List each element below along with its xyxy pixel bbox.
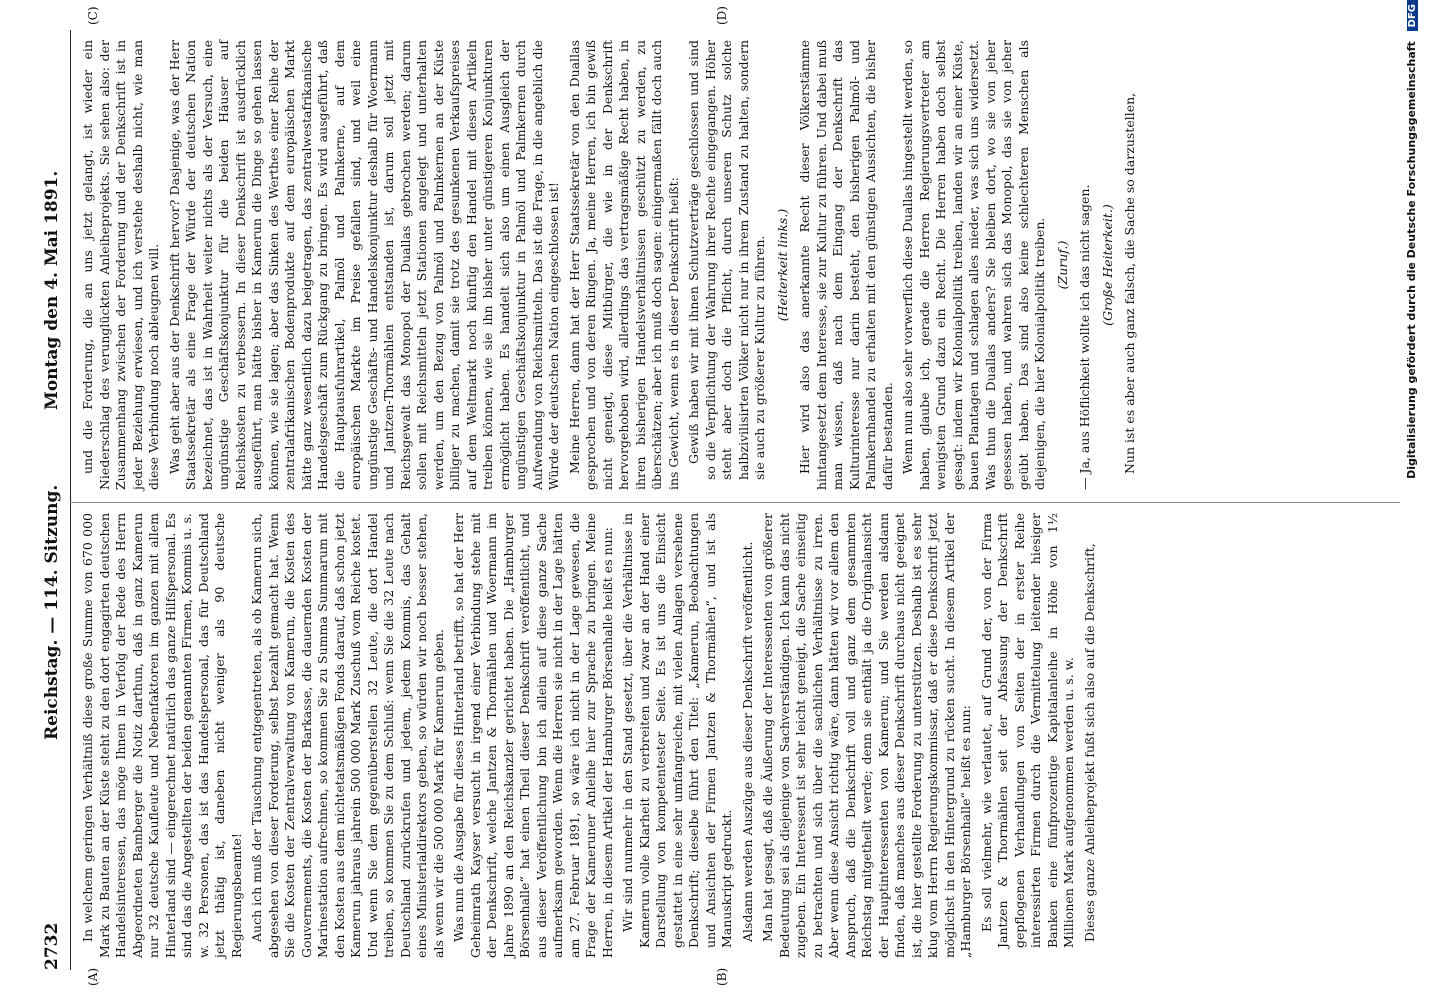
quote-paragraph: Es soll vielmehr, wie verlautet, auf Grund der, von der Firma Jantzen & Thormählen seit der Abfassung der Denkschrift gepflogenen Verhandlungen von Seiten der in erster Reihe interessirten Firmen durch die Vermittelung leitender hiesiger Banken eine fünfprozentige Kapitalanleihe in Höhe von 1½ Millionen Mark aufgenommen werden u. s. w. <box>978 513 1076 948</box>
right-column <box>80 40 1143 490</box>
header-rule <box>70 30 71 970</box>
session-header: Reichstag. — 114. Sitzung. <box>42 484 62 740</box>
margin-marker-d: (D) <box>715 6 729 25</box>
paragraph: Was nun die Ausgabe für dieses Hinterland betrifft, so hat der Herr Geheimrath Kayser versucht in irgend einer Verbindung stehe mit der Denkschrift, welche Jantzen & Thormählen und Woermann im Jahre 1890 an den Reichskanzler gerichtet haben. Die „Hamburger Börsenhalle“ hat einen Theil dieser Denkschrift veröffentlicht, und aus dieser Veröffentlichung bin ich allein auf diese ganze Sache aufmerksam geworden. Wenn die Herren sie nicht in der Lage hätten am 27. Februar 1891, so wäre ich nicht in der Lage gewesen, die Frage der Kameruner Anleihe hier zur Sprache zu bringen. Meine Herren, in diesem Artikel der Hamburger Börsenhalle heißt es nun: <box>451 513 615 958</box>
interjection: (Große Heiterkeit.) <box>1099 204 1115 326</box>
paragraph: Hier wird also das anerkannte Recht dieser Völkerstämme hintangesetzt dem Interesse, sie zur Kultur zu führen. Und dabei muß man wissen, daß nach dem Eingang der Denkschrift das Kulturinteresse nur darin besteht, den bisherigen Palmöl- und Palmkernhandel zu erhalten mit den günstigen Aussichten, die bisher dafür bestanden. <box>797 40 895 490</box>
page-number: 2732 <box>42 922 62 970</box>
paragraph: Wenn nun also sehr vorwerflich diese Duallas hingestellt werden, so haben, glaube ich, gerade die Herren Regierungsvertreter am wenigsten Grund dazu ein Recht. Die Herren haben doch selbst gesagt: indem wir Kolonialpolitik treiben, landen wir an einer Küste, bauen Plantagen und schlagen alles nieder, was sich uns widersetzt. Was thun die Duallas anders? Sie bleiben dort, wo sie von jeher gesessen haben, und wahren sich das Monopol, das sie von jeher geübt haben. Das sind also keine schlechteren Menschen als diejenigen, die hier Kolonialpolitik treiben. <box>900 40 1047 490</box>
column-divider <box>70 502 1400 503</box>
paragraph: Nun ist es aber auch ganz falsch, die Sache so darzustellen, <box>1122 92 1137 474</box>
quote-paragraph: Wir sind nunmehr in den Stand gesetzt, über die Verhältnisse in Kamerun volle Klarheit zu verbreiten und zwar an der Hand einer Darstellung von kompetentester Seite. Es ist uns die Einsicht gestattet in eine sehr umfangreiche, mit vielen Anlagen versehene Denkschrift; dieselbe führt den Titel: „Kamerun, Beobachtungen und Ansichten der Firmen Jantzen & Thormählen“, und ist als Manuskript gedruckt. <box>620 513 734 948</box>
dfg-logo: DFG <box>1407 0 1418 31</box>
paragraph: In welchem geringen Verhältniß diese große Summe von 670 000 Mark zu Bauten an der Küste steht zu den dort engagirten deutschen Handelsinteressen, das möge Ihnen in Verfolg der Rede des Herrn Abgeordneten Bamberger die Notiz darthun, daß in ganz Kamerun nur 32 deutsche Kaufleute und Nebenfaktoren im ganzen mit allem Hinterland sind — eingerechnet natürlich das ganze Hilfspersonal. Es sind das die Angestellten der beiden genannten Firmen, Kommis u. s. w. 32 Personen, das ist das Handelspersonal, das für Deutschland jetzt thätig ist, daneben nicht weniger als 90 deutsche Regierungsbeamte! <box>80 513 244 958</box>
paragraph: Dieses ganze Anleiheprojekt fußt sich also auf die Denkschrift, <box>1081 543 1097 942</box>
dash-line: — Ja, aus Höflichkeit wollte ich das nicht sagen. <box>1077 184 1092 490</box>
interjection: (Zuruf.) <box>1054 240 1070 290</box>
paragraph: Meine Herren, dann hat der Herr Staatssekretär von den Duallas gesprochen und von deren Ringen. Ja, meine Herren, ich bin gewiß nicht geneigt, diese Mitbürger, die wie in der Denkschrift hervorgehoben wird, allerdings das vertragsmäßige Recht haben, in ihren bisherigen Handelsverhältnissen geschützt zu werden, zu überschätzen; aber ich muß doch sagen: einigermaßen fällt doch auch ins Gewicht, wenn es in dieser Denkschrift heißt: <box>566 40 681 490</box>
interjection: (Heiterkeit links.) <box>774 208 790 322</box>
quote-paragraph: Gewiß haben wir mit ihnen Schutzverträge geschlossen und sind so die Verpflichtung der Wahrung ihrer Rechte eingegangen. Höher steht aber doch die Pflicht, durch unseren Schutz solche halbzivilisirten Völker nicht nur in ihrem Zustand zu halten, sondern sie auch zu größerer Kultur zu führen. <box>686 40 767 480</box>
paragraph: Man hat gesagt, daß die Äußerung der Interessenten von größerer Bedeutung sei als diejenige von Sachverständigen. Ich kann das nicht zugeben. Ein Interessent ist sehr leicht geneigt, die Sache einseitig zu betrachten und sich über die sachlichen Verhältnisse zu irren. Aber wenn diese Ansicht richtig wäre, dann hätten wir vor allem den Anspruch, daß die Denkschrift voll und ganz dem gesammten Reichstag mitgetheilt werde; denn sie enthält ja die Originalansicht der Hauptinteressenten von Kamerun; und Sie werden alsdann finden, daß manches aus dieser Denkschrift durchaus nicht geeignet ist, die hier gestellte Forderung zu unterstützen. Deshalb ist es sehr klug vom Herrn Regierungskommissar, daß er diese Denkschrift jetzt möglichst in den Hintergrund zu rücken sucht. In diesem Artikel der „Hamburger Börsenhalle“ heißt es nun: <box>760 513 973 958</box>
margin-marker-a: (A) <box>86 967 100 986</box>
digitization-note: Digitalisierung gefördert durch die Deutsche Forschungsgemeinschaft <box>1405 41 1418 479</box>
margin-marker-b: (B) <box>715 967 729 986</box>
paragraph: Auch ich muß der Täuschung entgegentreten, als ob Kamerun sich, abgesehen von dieser Forderung, selbst bezahlt gemacht hat. Wenn Sie die Kosten der Zentralverwaltung von Kamerun, die Kosten des Gouvernements, die Kosten der Barkasse, die dauernden Kosten der Marinestation aufrechnen, so kommen Sie zu Summa Summarum mit den Kosten aus dem nichtetatsmäßigen Fonds darauf, daß schon jetzt Kamerun jahraus jahrein 500 000 Mark Zuschuß vom Reiche kostet. Und wenn Sie dem gegenüberstellen 32 Leute, die dort Handel treiben, so kommen Sie zu dem Schluß: wenn Sie die 32 Leute nach Deutschland zurückrufen und jedem, jedem Kommis, das Gehalt eines Ministerialdirektors geben, so würden wir noch besser stehen, als wenn wir die 500 000 Mark für Kamerun geben. <box>249 513 446 958</box>
paragraph: und die Forderung, die an uns jetzt gelangt, ist wieder ein Niederschlag des verunglückten Anleiheprojekts. Sie sehen also: der Zusammenhang zwischen der Forderung und der Denkschrift ist in jeder Beziehung erwiesen, und ich verstehe deshalb nicht, wie man diese Verbindung noch ableugnen will. <box>80 40 161 490</box>
paragraph: Was geht aber aus der Denkschrift hervor? Dasjenige, was der Herr Staatssekretär als eine Frage der Würde der deutschen Nation bezeichnet, das ist in Wahrheit weiter nichts als der Versuch, eine ungünstige Geschäftskonjunktur für die beiden Häuser auf Reichskosten zu verbessern. In dieser Denkschrift ist ausdrücklich ausgeführt, man hätte bisher in Kamerun die Dinge so gehen lassen können, wie sie lagen; aber das Sinken des Werthes einer Reihe der zentralafrikanischen Bodenprodukte auf dem europäischen Markt hätte ganz wesentlich dazu beigetragen, das zentralwestafrikanische Handelsgeschäft zum Rückgang zu bringen. Es wird ausgeführt, daß die Hauptausfuhrartikel, Palmöl und Palmkerne, auf dem europäischen Markte im Preise gefallen sind, und weil eine ungünstige Geschäfts- und Handelskonjunktur deshalb für Woermann und Jantzen-Thormählen entstanden ist, darum soll jetzt mit Reichsgewalt das Monopol der Duallas gebrochen werden; darum sollen mit Reichsmitteln jetzt Stationen angelegt und unterhalten werden, um den Bezug von Palmöl und Palmkernen an der Küste billiger zu machen, damit sie trotz des gesunkenen Verkaufspreises auf dem Weltmarkt noch künftig den Handel mit diesen Artikeln treiben können, wie sie ihn bisher unter günstigeren Konjunkturen ermöglicht haben. Es handelt sich also um einen Ausgleich der ungünstigen Geschäftskonjunktur in Palmöl und Palmkernen durch Aufwendung von Reichsmitteln. Das ist die Frage, in die angeblich die Würde der deutschen Nation eingeschlossen ist! <box>166 40 561 490</box>
digitization-credit <box>1405 0 1425 1000</box>
page-header <box>42 30 72 970</box>
paragraph: Alsdann werden Auszüge aus dieser Denkschrift veröffentlicht. <box>739 541 755 942</box>
margin-marker-c: (C) <box>86 6 100 25</box>
left-column <box>80 513 1102 958</box>
date-header: Montag den 4. Mai 1891. <box>42 170 62 410</box>
